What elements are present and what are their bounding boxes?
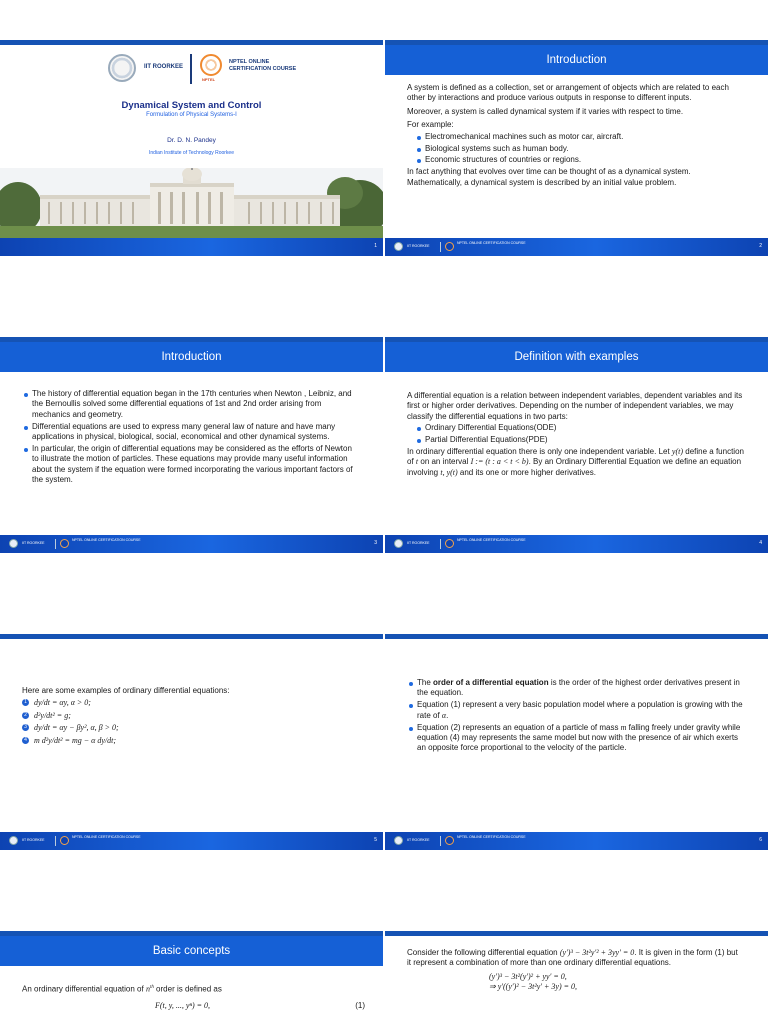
equation-item: 2 d²y/dt² = g; bbox=[22, 711, 359, 721]
page-number: 2 bbox=[759, 243, 762, 249]
paragraph: A system is defined as a collection, set or arrangement of objects which are related to each other by interactions and produce various outputs in response to different inputs. bbox=[407, 83, 729, 103]
footer-divider bbox=[55, 836, 56, 846]
slide-8 bbox=[385, 931, 768, 1024]
list-item: Electromechanical machines such as motor car, aircraft. bbox=[415, 132, 744, 142]
top-stripe bbox=[385, 931, 768, 936]
list-item: Differential equations are used to express many general law of nature and have many applications in physical, biological, social, economical and other dynamical systems. bbox=[22, 422, 359, 443]
course-title: Dynamical System and Control bbox=[121, 100, 262, 111]
slide-body bbox=[407, 391, 744, 481]
footer-iit-label: IIT ROORKEE bbox=[407, 244, 430, 248]
paragraph: For example: bbox=[407, 120, 454, 130]
footer-nptel-label: NPTEL ONLINE CERTIFICATION COURSE bbox=[457, 835, 526, 839]
list-item: The order of a differential equation is the order of the highest order derivatives present in the equation. bbox=[407, 678, 744, 699]
footer-iit-label: IIT ROORKEE bbox=[407, 838, 430, 842]
iit-roorkee-seal-icon bbox=[394, 836, 403, 845]
paragraph: An ordinary differential equation of $n^{th}$ order is defined as bbox=[22, 984, 222, 994]
footer-iit-label: IIT ROORKEE bbox=[407, 541, 430, 545]
list-item: Ordinary Differential Equations(ODE) bbox=[415, 423, 744, 433]
bullet-icon bbox=[417, 148, 421, 152]
paragraph: In fact anything that evolves over time can be thought of as a dynamical system. Mathematically, a dynamical system is described by an initial value problem. bbox=[407, 167, 691, 187]
slide-body bbox=[407, 948, 744, 993]
order-notes-list bbox=[407, 678, 744, 754]
slide-1 bbox=[0, 40, 383, 256]
equation-number: 2 bbox=[22, 712, 29, 719]
bullet-icon bbox=[417, 136, 421, 140]
top-stripe bbox=[0, 634, 383, 639]
page-number: 1 bbox=[374, 243, 377, 249]
page-number: 3 bbox=[374, 540, 377, 546]
paragraph: In ordinary differential equation there is only one independent variable. Let y(t) define a function of t on an interval I := (t : a < t < b). By an Ordinary Differential Equation we define an equation involving t, y(t) and its one or more higher derivatives. bbox=[407, 447, 744, 477]
paragraph: Here are some examples of ordinary differential equations: bbox=[22, 686, 230, 695]
slide-body bbox=[407, 83, 744, 191]
nptel-logo-icon bbox=[60, 836, 69, 845]
slide-title: Introduction bbox=[385, 45, 768, 75]
bullet-icon bbox=[24, 426, 28, 430]
slide-footer bbox=[385, 535, 768, 553]
equation-item: 1 dy/dt = αy, α > 0; bbox=[22, 698, 359, 708]
iit-roorkee-seal-icon bbox=[9, 836, 18, 845]
equation-row bbox=[22, 1001, 365, 1013]
list-item: Biological systems such as human body. bbox=[415, 144, 744, 154]
equation-line: ⇒ y′((y′)² − 3t²y′ + 3y) = 0, bbox=[489, 982, 578, 992]
bullet-icon bbox=[24, 448, 28, 452]
example-list bbox=[407, 132, 744, 166]
slide-footer bbox=[0, 832, 383, 850]
author-name: Dr. D. N. Pandey bbox=[167, 137, 216, 144]
bullet-icon bbox=[409, 704, 413, 708]
slide-4 bbox=[385, 337, 768, 553]
footer-nptel-label: NPTEL ONLINE CERTIFICATION COURSE bbox=[72, 538, 141, 542]
campus-building-image bbox=[0, 168, 383, 238]
footer-iit-label: IIT ROORKEE bbox=[22, 838, 45, 842]
logo-row bbox=[108, 54, 308, 84]
equation-line: (y′)³ − 3t²(y′)² + yy′ = 0, bbox=[489, 971, 567, 981]
bullet-icon bbox=[409, 682, 413, 686]
slide-body bbox=[22, 983, 365, 1013]
list-item: Economic structures of countries or regions. bbox=[415, 155, 744, 165]
bullet-icon bbox=[24, 393, 28, 397]
list-item: In particular, the origin of differential equations may be considered as the efforts of Newton to illustrate the motion of particles. These equations may provide many useful information about the system if the equation were formed incorporating the various important factors of the system. bbox=[22, 444, 359, 486]
nptel-line-1: NPTEL ONLINE bbox=[229, 59, 270, 65]
equation-number: 1 bbox=[22, 699, 29, 706]
slide-footer bbox=[0, 535, 383, 553]
institute-name: Indian Institute of Technology Roorkee bbox=[149, 150, 234, 156]
iit-roorkee-seal-icon bbox=[108, 54, 136, 82]
footer-iit-label: IIT ROORKEE bbox=[22, 541, 45, 545]
slide-title: Definition with examples bbox=[385, 342, 768, 372]
equation-list bbox=[22, 698, 359, 746]
footer-nptel-label: NPTEL ONLINE CERTIFICATION COURSE bbox=[457, 241, 526, 245]
history-list bbox=[22, 389, 359, 486]
page-number: 4 bbox=[759, 540, 762, 546]
slide-2 bbox=[385, 40, 768, 256]
slide-body bbox=[22, 686, 359, 748]
slide-footer bbox=[385, 238, 768, 256]
slide-title: Basic concepts bbox=[0, 936, 383, 966]
bullet-icon bbox=[417, 427, 421, 431]
slide-3 bbox=[0, 337, 383, 553]
paragraph: A differential equation is a relation between independent variables, dependent variables and its first or higher order derivatives. Depending on the number of independent variables, we may classify the differential equations in two parts: bbox=[407, 391, 743, 421]
page-number: 5 bbox=[374, 837, 377, 843]
slide-6 bbox=[385, 634, 768, 850]
slide-5 bbox=[0, 634, 383, 850]
equation-number: (1) bbox=[355, 1001, 365, 1011]
slide-body bbox=[407, 678, 744, 755]
slide-footer bbox=[0, 238, 383, 256]
iit-roorkee-seal-icon bbox=[394, 539, 403, 548]
slide-title: Introduction bbox=[0, 342, 383, 372]
footer-divider bbox=[55, 539, 56, 549]
list-item: The history of differential equation began in the 17th centuries when Newton , Leibniz, and the Bernoullis solved some differential equations of 1st and 2nd order arising from mechanics and geometry. bbox=[22, 389, 359, 420]
ode-type-list bbox=[407, 423, 744, 445]
top-stripe bbox=[385, 634, 768, 639]
equation: F(t, y, ..., yⁿ) = 0, bbox=[155, 1001, 211, 1011]
iit-roorkee-label: IIT ROORKEE bbox=[144, 64, 184, 70]
footer-divider bbox=[440, 539, 441, 549]
list-item: Equation (1) represent a very basic population model where a population is growing with the rate of α. bbox=[407, 700, 744, 721]
bullet-icon bbox=[409, 727, 413, 731]
footer-nptel-label: NPTEL ONLINE CERTIFICATION COURSE bbox=[457, 538, 526, 542]
list-item: Partial Differential Equations(PDE) bbox=[415, 435, 744, 445]
footer-divider bbox=[440, 242, 441, 252]
list-item: Equation (2) represents an equation of a particle of mass m falling freely under gravity while equation (4) may represents the same model but now with the presence of air which exerts an opposite force proportional to the velocity of the particle. bbox=[407, 723, 744, 754]
equation-number: 3 bbox=[22, 724, 29, 731]
nptel-line-2: CERTIFICATION COURSE bbox=[229, 66, 297, 72]
equation-item: 4 m d²y/dt² = mg − α dy/dt; bbox=[22, 736, 359, 746]
nptel-logo-icon bbox=[445, 242, 454, 251]
top-stripe bbox=[0, 40, 383, 45]
iit-roorkee-seal-icon bbox=[394, 242, 403, 251]
bullet-icon bbox=[417, 439, 421, 443]
equation-item: 3 dy/dt = αy − βy², α, β > 0; bbox=[22, 723, 359, 733]
page-number: 6 bbox=[759, 837, 762, 843]
paragraph: Consider the following differential equation (y′)³ − 3t²y′² + 3yy′ = 0. It is given in the form (1) but it represent a combination of more than one ordinary differential equations. bbox=[407, 948, 738, 968]
slide-7 bbox=[0, 931, 383, 1024]
nptel-logo-icon bbox=[60, 539, 69, 548]
footer-divider bbox=[440, 836, 441, 846]
iit-roorkee-seal-icon bbox=[9, 539, 18, 548]
paragraph: Moreover, a system is called dynamical system if it varies with respect to time. bbox=[407, 106, 684, 116]
nptel-badge: NPTEL bbox=[202, 77, 216, 82]
nptel-logo-icon bbox=[200, 54, 222, 76]
equation-number: 4 bbox=[22, 737, 29, 744]
lecture-subtitle: Formulation of Physical Systems-I bbox=[146, 112, 237, 118]
slide-footer bbox=[385, 832, 768, 850]
slide-body bbox=[22, 389, 359, 487]
nptel-logo-icon bbox=[445, 539, 454, 548]
footer-nptel-label: NPTEL ONLINE CERTIFICATION COURSE bbox=[72, 835, 141, 839]
nptel-logo-icon bbox=[445, 836, 454, 845]
nptel-label bbox=[229, 59, 296, 73]
logo-divider bbox=[190, 54, 192, 84]
bullet-icon bbox=[417, 159, 421, 163]
